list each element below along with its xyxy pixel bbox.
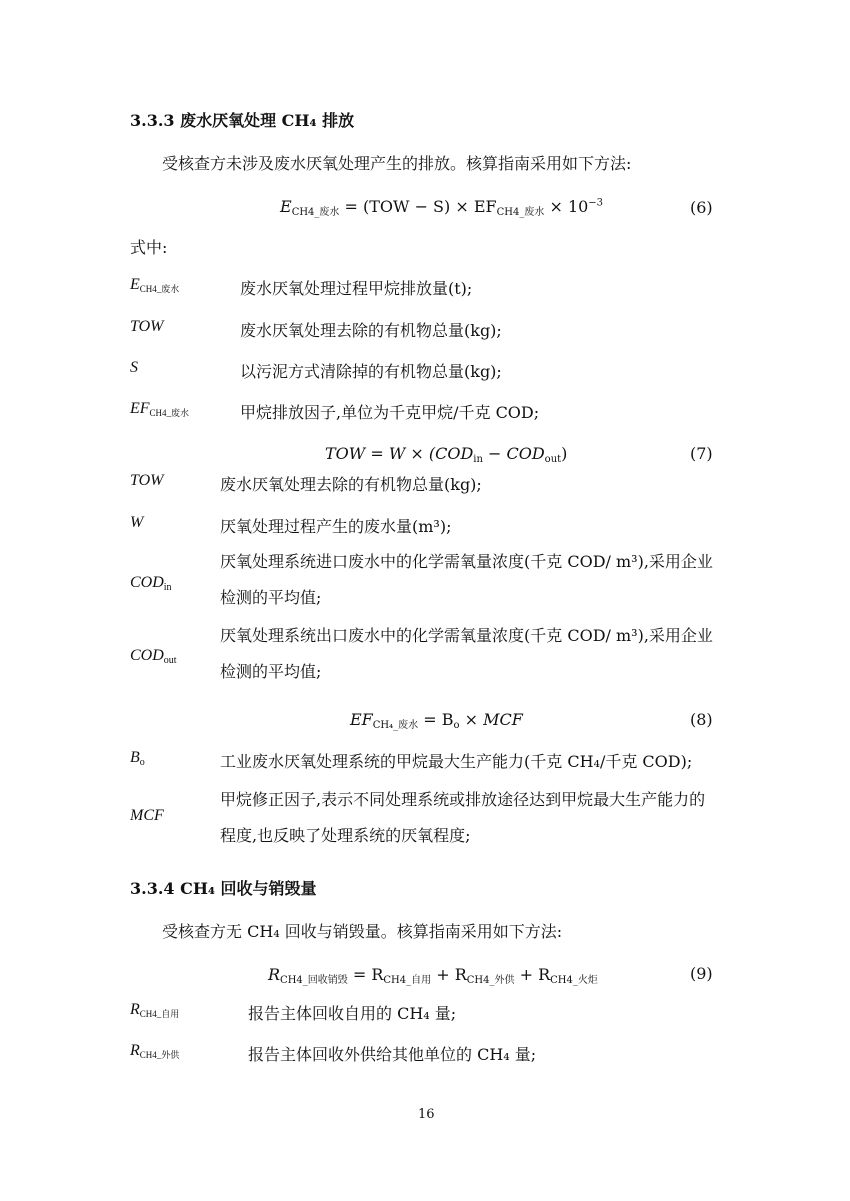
section-intro-paragraph: 受核查方无 CH₄ 回收与销毁量。核算指南采用如下方法: [162,922,563,941]
definition-text: 废水厌氧处理过程甲烷排放量(t); [240,279,473,298]
definition-text: 废水厌氧处理去除的有机物总量(kg); [220,475,482,494]
definition-text: 废水厌氧处理去除的有机物总量(kg); [240,321,502,340]
definition-symbol: S [130,359,138,376]
section-intro-paragraph: 受核查方未涉及废水厌氧处理产生的排放。核算指南采用如下方法: [162,154,632,173]
equation-8: $EF_{CH_4\_废水} = B_o$ × MCF [350,710,523,731]
definition-symbol: ECH4_废水 [130,276,180,294]
definition-text: 厌氧处理系统出口废水中的化学需氧量浓度(千克 COD/ m³),采用企业检测的平均值; [220,626,713,681]
page-number: 16 [418,1107,435,1122]
equation-number-6: (6) [690,198,713,217]
definition-symbol: RCH4_外供 [130,1042,180,1060]
equation-9: $R_{CH4\_回收销毁} = R_{CH4\_自用} + R_{CH4\_外供} + R_{CH4\_火炬}$ [268,965,598,986]
definition-symbol: RCH4_自用 [130,1001,180,1019]
definition-text: 甲烷排放因子,单位为千克甲烷/千克 COD; [240,403,540,422]
definition-text: 以污泥方式清除掉的有机物总量(kg); [240,362,502,381]
definition-symbol: MCF [130,807,164,824]
equation-number-8: (8) [690,710,713,729]
definition-text: 报告主体回收自用的 CH₄ 量; [248,1004,457,1023]
definition-symbol: TOW [130,472,164,489]
definition-symbol: $COD_{out}$ [130,647,177,666]
definition-text: 工业废水厌氧处理系统的甲烷最大生产能力(千克 CH₄/千克 COD); [220,752,693,771]
definition-text: 甲烷修正因子,表示不同处理系统或排放途径达到甲烷最大生产能力的程度,也反映了处理系统的厌氧程度; [220,790,706,845]
section-heading-3-3-4: 3.3.4 CH₄ 回收与销毁量 [130,879,317,898]
equation-7: TOW = $W \times (COD_{in} - COD_{out})$ [325,444,568,465]
definition-text: 厌氧处理系统进口废水中的化学需氧量浓度(千克 COD/ m³),采用企业检测的平均值; [220,552,713,607]
equation-6: $E_{CH4\_废水} = (TOW - S) \times EF_{CH4\_废水} \times 10^{-3}$ [280,197,604,218]
definition-symbol: $COD_{in}$ [130,574,172,593]
definition-text: 报告主体回收外供给其他单位的 CH₄ 量; [248,1045,537,1064]
definition-symbol: EFCH4_废水 [130,400,190,418]
section-heading-3-3-3: 3.3.3 废水厌氧处理 CH₄ 排放 [130,111,355,130]
definition-symbol: W [130,514,144,531]
definition-symbol: TOW [130,318,164,335]
equation-number-9: (9) [690,964,713,983]
definition-symbol: $B_o$ [130,749,145,768]
where-label: 式中: [130,238,168,257]
equation-number-7: (7) [690,444,713,463]
definition-text: 厌氧处理过程产生的废水量(m³); [220,517,452,536]
